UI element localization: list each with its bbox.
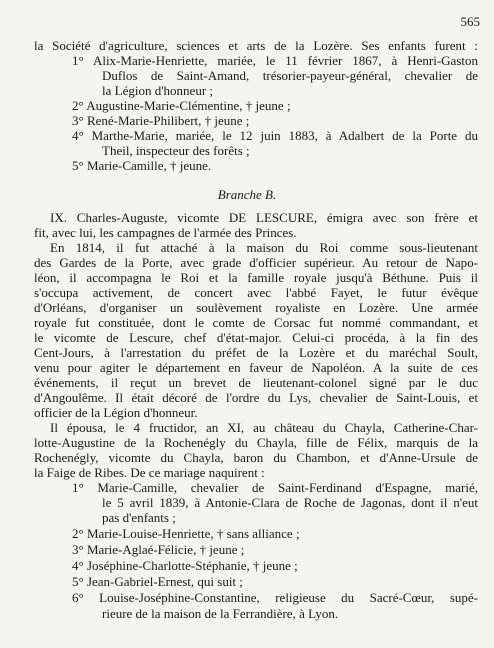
text-line: la Légion d'honneur ; xyxy=(102,83,214,98)
text-line: 3° Marie-Aglaé-Félicie, † jeune ; xyxy=(72,542,245,557)
text-line: des Gardes de la Porte, avec grade d'officier supérieur. Au retour de Napo- xyxy=(34,255,478,270)
text-line: 5° Jean-Gabriel-Ernest, qui suit ; xyxy=(72,574,243,589)
text-line: lotte-Augustine de la Rochenégly du Chayla, fille de Félix, marquis de la xyxy=(34,435,478,450)
text-line: Duflos de Saint-Amand, trésorier-payeur-général, chevalier de xyxy=(102,68,478,83)
section-heading: Branche B. xyxy=(217,187,277,202)
text-line: officier de la Légion d'honneur. xyxy=(34,405,198,420)
text-line: Rochenégly, vicomte du Chayla, baron du Chambon, et d'Anne-Ursule de xyxy=(34,450,478,465)
text-line: léon, il accompagna le Roi et la famille royale jusqu'à Béthune. Puis il xyxy=(34,270,478,285)
text-line: d'Angoulême. Il était décoré de l'ordre du Lys, chevalier de Saint-Louis, et xyxy=(34,390,478,405)
text-line: 2° Augustine-Marie-Clémentine, † jeune ; xyxy=(72,98,291,113)
text-line: En 1814, il fut attaché à la maison du Roi comme sous-lieutenant xyxy=(50,240,478,255)
text-line: pas d'enfants ; xyxy=(102,510,176,525)
text-line: 6° Louise-Joséphine-Constantine, religieuse du Sacré-Cœur, supé- xyxy=(72,590,478,605)
text-line: événements, il reçut un brevet de lieutenant-colonel signé par le duc xyxy=(34,375,478,390)
text-line: 1° Alix-Marie-Henriette, mariée, le 11 février 1867, à Henri-Gaston xyxy=(72,53,478,68)
text-line: 4° Marthe-Marie, mariée, le 12 juin 1883, à Adalbert de la Porte du xyxy=(72,128,478,143)
text-line: fit, avec lui, les campagnes de l'armée des Princes. xyxy=(34,225,297,240)
text-line: 4° Joséphine-Charlotte-Stéphanie, † jeune ; xyxy=(72,558,298,573)
text-line: rieure de la maison de la Ferrandière, à Lyon. xyxy=(102,606,339,621)
text-line: le 5 avril 1839, à Antonie-Clara de Roche de Jagonas, dont il n'eut xyxy=(102,495,478,510)
text-line: d'Orléans, d'organiser un soulèvement royaliste en Lozère. Une armée xyxy=(34,300,478,315)
text-line: royale fut constituée, dont le comte de Corsac fut nommé commandant, et xyxy=(34,315,478,330)
text-line: IX. Charles-Auguste, vicomte DE LESCURE, émigra avec son frère et xyxy=(50,210,478,225)
text-line: la Société d'agriculture, sciences et arts de la Lozère. Ses enfants furent : xyxy=(34,38,478,53)
text-line: 5° Marie-Camille, † jeune. xyxy=(72,158,212,173)
text-line: s'occupa activement, de concert avec l'abbé Fayet, le futur évêque xyxy=(34,285,478,300)
text-line: Theil, inspecteur des forêts ; xyxy=(102,143,250,158)
text-line: Il épousa, le 4 fructidor, an XI, au château du Chayla, Catherine-Char- xyxy=(50,420,478,435)
text-line: 2° Marie-Louise-Henriette, † sans alliance ; xyxy=(72,526,300,541)
page-number: 565 xyxy=(460,14,480,29)
text-line: 3° René-Marie-Philibert, † jeune ; xyxy=(72,113,250,128)
text-line: Cent-Jours, à l'arrestation du préfet de la Lozère et du maréchal Soult, xyxy=(34,345,478,360)
text-line: le vicomte de Lescure, chef d'état-major. Celui-ci procéda, à la fin des xyxy=(34,330,478,345)
text-line: venu pour agiter le département en faveur de Napoléon. A la suite de ces xyxy=(34,360,478,375)
text-line: 1° Marie-Camille, chevalier de Saint-Ferdinand d'Espagne, marié, xyxy=(72,480,478,495)
text-line: la Faige de Ribes. De ce mariage naquirent : xyxy=(34,465,265,480)
